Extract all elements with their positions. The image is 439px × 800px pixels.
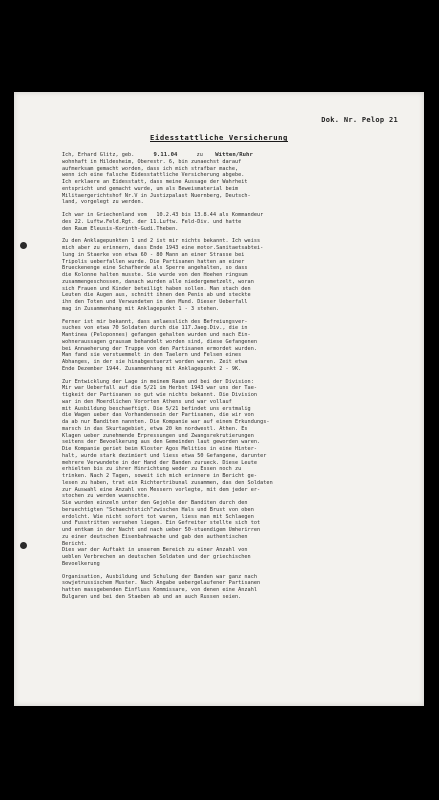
text-line: Sie wurden einzeln unter den Gejohle der Banditen durch den bbox=[62, 500, 248, 506]
paragraph bbox=[62, 574, 408, 601]
text-line: mag in Zusammenhang mit Anklagepunkt 1 - 3 stehen. bbox=[62, 305, 220, 312]
text-line: aufmerksam gemacht worden, dass ich mich strafbar mache, bbox=[62, 165, 239, 172]
birth-place: Witten/Ruhr bbox=[206, 152, 262, 159]
text-line: Klagen ueber zunehmende Erpressungen und Zwangsrekrutierungen bbox=[62, 432, 254, 439]
text-line: lung in Staerke von etwa 60 - 80 Mann an einer Strasse bei bbox=[62, 251, 245, 258]
text-line: wohnhaft in Hildesheim, Oberestr. 6, bin zunaechst darauf bbox=[62, 158, 242, 165]
punch-hole bbox=[20, 542, 27, 549]
text-line: des 22. Luftw.Feld.Rgt. der 11.Luftw. Feld-Div. und hatte bbox=[62, 218, 242, 225]
text-line: Bevoelkerung bbox=[62, 560, 100, 567]
text-line: erhielten bis zu ihrer Hinrichtung weder zu Essen noch zu bbox=[62, 466, 242, 473]
text-line: sich Frauen und Kinder beteiligt haben sollen. Man stach den bbox=[62, 285, 251, 292]
text-line: beruechtigten "Schaechtstich"zwischen Hals und Brust von oben bbox=[62, 506, 254, 513]
text-line: Leuten die Augen aus, schnitt ihnen den Penis ab und steckte bbox=[62, 292, 251, 299]
text-line: mehrere Verwundete in der Hand der Banden zurueck. Diese Leute bbox=[62, 459, 257, 466]
text-line: Militaergerichtshof Nr.V in Justizpalast Nuernberg, Deutsch- bbox=[62, 192, 251, 199]
text-line: Abhanges, in der sie hinabgestuerzt worden waren. Zeit etwa bbox=[62, 359, 248, 365]
text-line: Ferner ist mir bekannt, dass anlaesslich des Befreiungsver- bbox=[62, 318, 248, 325]
paragraph bbox=[62, 319, 408, 373]
text-line: Tripolis ueberfallen wurde. Die Partisanen hatten an einer bbox=[62, 258, 245, 265]
text-line: land, vorgelegt zu werden. bbox=[62, 199, 144, 206]
punch-hole bbox=[20, 242, 27, 249]
text-line: zur Auswahl eine Anzahl von Messern vorlegte, mit dem jeder er- bbox=[62, 486, 261, 493]
text-line: bei Annaeherung der Truppe von den Partisanen ermordet wurden. bbox=[62, 345, 257, 352]
text-line: die Kolonne halten musste. Sie wurde von den Hoehen ringsum bbox=[62, 272, 248, 278]
text-line: Mir war Ueberfall auf die 5/21 im Herbst 1943 war uns der Tae- bbox=[62, 385, 257, 392]
text-line: Organisation, Ausbildung und Schulung der Banden war ganz nach bbox=[62, 573, 257, 580]
intro-pre: Ich, Erhard Glitz, geb. bbox=[62, 152, 138, 158]
document-page bbox=[14, 92, 424, 706]
text-line: Bulgaren und bei den Staeben ab und an auch Russen seien. bbox=[62, 593, 242, 600]
text-line: lesen zu haben, trat ein Richtertribunal zusammen, das den Soldaten bbox=[62, 479, 273, 486]
text-line: Man fand sie verstuemmelt in den Taelern und Felsen eines bbox=[62, 352, 242, 359]
text-line: tigkeit der Partisanen so gut wie nichts bekannt. Die Division bbox=[62, 392, 257, 398]
text-line: Zur Entwicklung der Lage in meinem Raum und bei der Division: bbox=[62, 378, 254, 385]
text-line: marsch in das Skurtagebiet, etwa 20 km nordwestl. Athen. Es bbox=[62, 425, 248, 432]
text-line: und Fusstritten versehen liegen. Ein Gefreiter stellte sich tot bbox=[62, 520, 261, 527]
intro-first-line bbox=[62, 152, 408, 159]
text-line: Ende Dezember 1944. Zusammenhang mit Anklagepunkt 2 - 9K. bbox=[62, 365, 242, 372]
paragraph bbox=[62, 379, 408, 568]
intro-mid: zu bbox=[193, 152, 207, 158]
text-line: und entkam in der Nacht und nach ueber 50-stuendigem Umherirren bbox=[62, 527, 261, 533]
document-body bbox=[62, 152, 408, 601]
text-line: Bericht. bbox=[62, 540, 88, 547]
text-line: entspricht und gemacht wurde, um als Beweismaterial beim bbox=[62, 185, 239, 192]
text-line: da ab nur Banditen nannten. Die Kompanie war auf einem Erkundungs- bbox=[62, 419, 270, 425]
text-line: mich aber zu erinnern, dass Ende 1943 eine motor.Sanitaetsabtei- bbox=[62, 245, 264, 251]
text-line: trinken. Nach 2 Tagen, soweit ich mich erinnere in Bericht ge- bbox=[62, 473, 257, 479]
text-line: ueblen Verbrechen an deutschen Soldaten und der griechischen bbox=[62, 554, 251, 560]
paragraphs bbox=[62, 206, 408, 601]
paragraph bbox=[62, 212, 408, 232]
text-line: wohneraussagen grausam behandelt worden sind, diese Gefangenen bbox=[62, 338, 257, 345]
document-number: Dok. Nr. Pelop 21 bbox=[321, 116, 398, 124]
text-line: mit Ausbildung beschaeftigt. Die 5/21 befindet uns erstmalig bbox=[62, 405, 251, 412]
text-line: halt, wurde stark dezimiert und liess etwa 50 Gefangene, darunter bbox=[62, 452, 267, 459]
text-line: zu einer deutschen Eisenbahnwache und gab den authentischen bbox=[62, 533, 248, 540]
text-line: Zu den Anklagepunkten 1 und 2 ist mir nichts bekannt. Ich weiss bbox=[62, 238, 261, 245]
paragraph bbox=[62, 238, 408, 312]
text-line: den Raum Eleusis-Korinth-Gudi.Theben. bbox=[62, 225, 179, 232]
text-line: Dies war der Auftakt in unserem Bereich zu einer Anzahl von bbox=[62, 547, 248, 554]
document-title: Eidesstattliche Versicherung bbox=[150, 133, 288, 142]
text-line: Mantinea (Peloponnes) gefangen gehalten wurden und nach Ein- bbox=[62, 332, 251, 338]
text-line: erdolcht. Wie nicht sofort tot waren, liess man mit Schlaegen bbox=[62, 513, 254, 520]
text-line: die Wagen ueber das Vorhandensein der Partisanen, die wir von bbox=[62, 412, 254, 419]
text-line: zusammengeschossen, danach wurden alle niedergemetzelt, woran bbox=[62, 278, 254, 285]
text-line: Brueckenenge eine Schafherde als Sperre angehalten, so dass bbox=[62, 265, 248, 272]
text-line: wenn ich eine falsche Eidesstattliche Versicherung abgebe. bbox=[62, 172, 245, 179]
intro-paragraph bbox=[62, 159, 408, 206]
text-line: war in den Moerdlichen Vororten Athens und war vollauf bbox=[62, 398, 232, 405]
text-line: Ich war in Griechenland vom 10.2.43 bis 13.8.44 als Kommandeur bbox=[62, 212, 264, 218]
text-line: Ich erklaere an Eidesstatt, dass meine Aussage der Wahrheit bbox=[62, 179, 248, 185]
text-line: ihn den Toten und Verwundeten in den Mund. Dieser Ueberfall bbox=[62, 299, 248, 305]
text-line: hatten massgebenden Einfluss Kommissare, von denen eine Anzahl bbox=[62, 587, 257, 593]
text-line: suches von etwa 70 Soldaten durch die 117.Jaeg.Div., die in bbox=[62, 325, 248, 332]
text-line: Die Kompanie geriet beim Kloster Agos Melitios in eine Hinter- bbox=[62, 446, 257, 452]
text-line: sowjetrussischem Muster. Nach Angabe uebergelaufener Partisanen bbox=[62, 580, 261, 587]
birth-date: 9.11.04 bbox=[137, 152, 193, 159]
text-line: seitens der Bevoelkerung aus den Gemeinden laut geworden waren. bbox=[62, 439, 261, 446]
text-line: stochen zu werden wuenschte. bbox=[62, 493, 151, 500]
